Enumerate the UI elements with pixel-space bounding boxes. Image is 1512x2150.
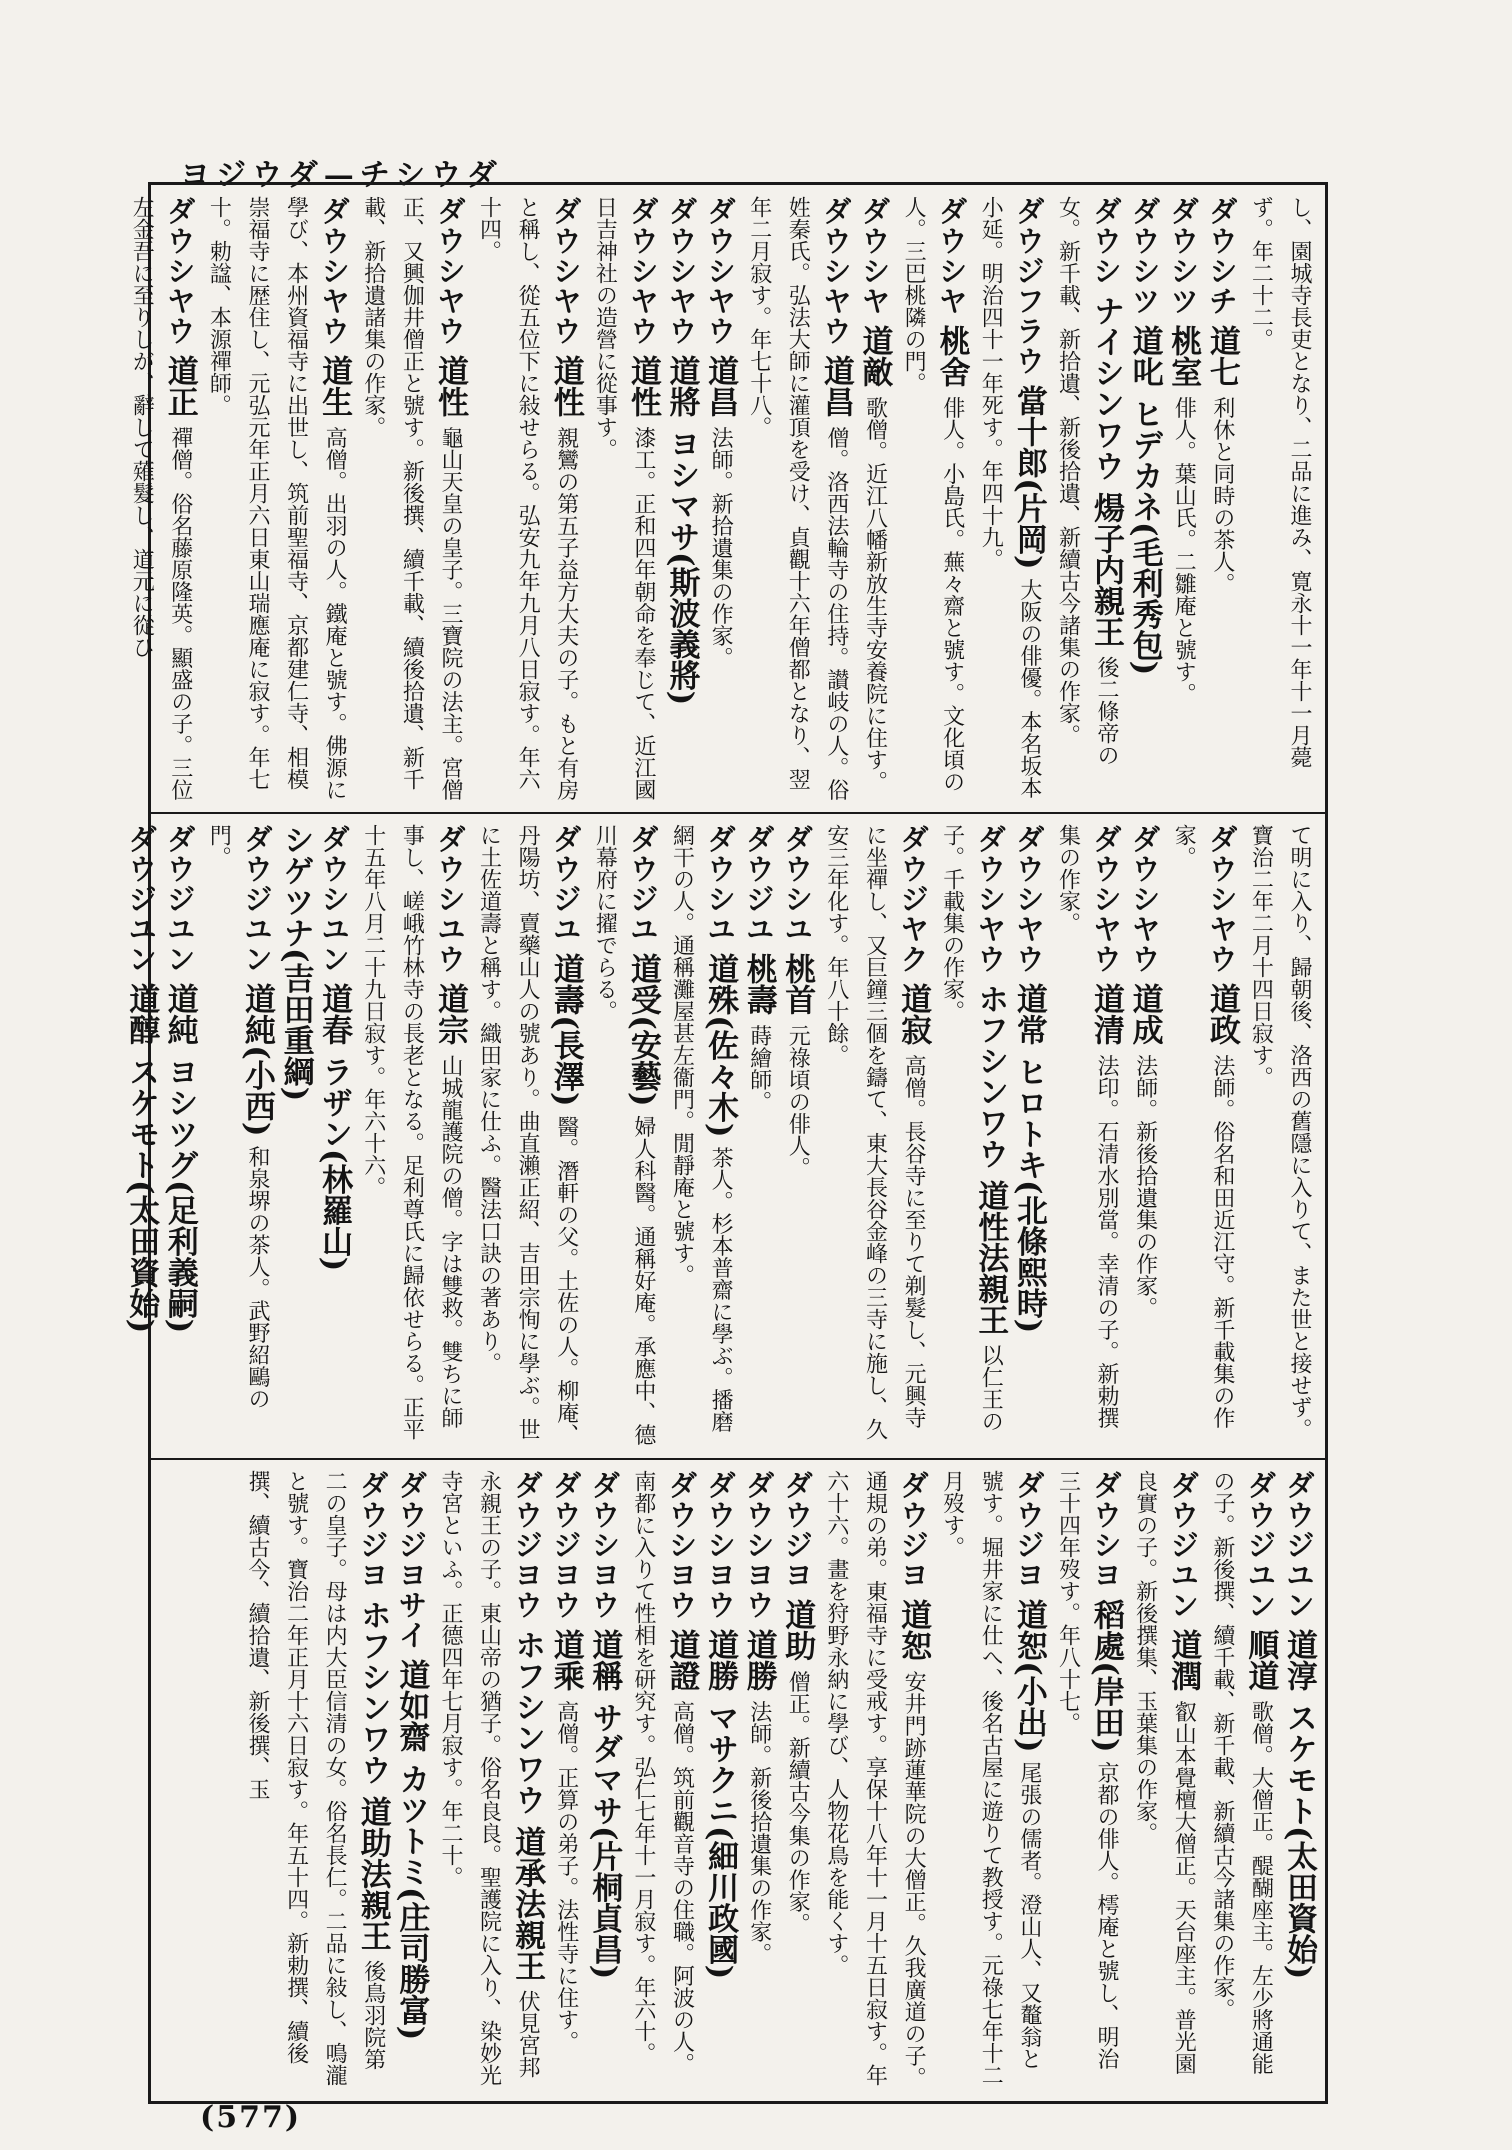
entry-definition: 大阪の俳優。本名坂本小延。明治四十一年死す。年四十九。 — [978, 196, 1042, 799]
entry-reading: ダウシユ — [780, 824, 815, 944]
page-number: (577) — [200, 2100, 302, 2135]
entry-headword: 道生 — [316, 355, 353, 418]
entry-headword: 道昌 — [817, 355, 854, 418]
dictionary-entry — [199, 824, 276, 1448]
entry-definition: 山城龍護院の僧。字は雙救。雙ちに師事し、嵯峨竹林寺の長老となる。足利尊氏に歸依せらる。正平十五年八月二十九日寂す。年六十六。 — [360, 824, 463, 1440]
entry-reading: ダウジユ — [741, 824, 776, 944]
entry-reading: ダウシヤウ — [1204, 824, 1239, 974]
dictionary-entry — [1241, 824, 1318, 1448]
dictionary-entry — [816, 1470, 932, 2090]
entry-headword: シゲツナ(吉田重綱) — [277, 824, 314, 1102]
entry-reading: ダウジユ — [548, 824, 583, 944]
entry-reading: ダウシヤウ — [548, 196, 583, 346]
dictionary-entry — [816, 824, 932, 1448]
dictionary-entry — [1202, 196, 1241, 802]
dictionary-entry — [1009, 824, 1048, 1448]
entry-reading: ダウジユ — [625, 824, 660, 944]
dictionary-section-middle — [123, 824, 1318, 1448]
dictionary-entry — [778, 1470, 817, 2090]
running-head: ダウシチ—ダウジヨ — [180, 158, 503, 193]
entry-definition: 高僧。正算の弟子。法性寺に住す。 — [553, 1700, 579, 2053]
entry-reading: ダウシヤウ — [973, 824, 1008, 974]
entry-headword: ホフシンワウ 道承法親王 — [509, 1629, 546, 1982]
entry-headword: 道性 — [431, 355, 468, 418]
dictionary-entry — [469, 196, 585, 802]
entry-headword: 道敵 — [856, 325, 893, 388]
entry-reading: ダウシヤ — [934, 196, 969, 316]
entry-headword: 道宗 — [431, 983, 468, 1046]
entry-definition: 法師。新後拾遺集の作家。 — [746, 1700, 772, 1965]
entry-reading: ダウシヤウ — [818, 196, 853, 346]
entry-definition: 醫。潛軒の父。土佐の人。柳庵、丹陽坊、賣藥山人の號あり。曲直瀨正紹、吉田宗恂に學ぶ。世に土佐道壽と稱す。織田家に仕ふ。醫法口訣の著あり。 — [476, 824, 579, 1446]
entry-definition: 和泉堺の茶人。武野紹鷗の門。 — [206, 824, 270, 1410]
dictionary-entry — [469, 824, 585, 1448]
dictionary-entry — [701, 196, 740, 802]
entry-headword: 桃首 — [779, 953, 816, 1016]
entry-reading: ダウシヤウ — [317, 196, 352, 346]
entry-definition: 京都の俳人。樗庵と號し、明治三十四年歿す。年八十七。 — [1055, 1470, 1120, 2070]
entry-reading: ダウシヤウ — [625, 196, 660, 346]
entry-reading: ダウシユ — [703, 824, 738, 944]
entry-reading: ダウジヨ — [1011, 1470, 1046, 1590]
entry-headword: 道乘 — [547, 1629, 584, 1692]
entry-reading: ダウシヤウ — [664, 196, 699, 346]
dictionary-entry — [932, 824, 1009, 1448]
entry-reading: ダウシヨウ — [587, 1470, 622, 1620]
entry-reading: ダウジヨウ — [510, 1470, 545, 1620]
entry-headword: 桃壽 — [740, 953, 777, 1016]
dictionary-entry — [315, 824, 354, 1448]
dictionary-entry — [199, 196, 353, 802]
entry-headword: ホフシンワウ 道助法親王 — [354, 1599, 391, 1952]
dictionary-entry — [701, 1470, 740, 2090]
dictionary-entry — [932, 1470, 1048, 2090]
entry-reading: ダウジユン — [1282, 1470, 1316, 1620]
entry-reading: ダウシツ — [1127, 196, 1162, 316]
entry-headword: 當十郎(片岡) — [1010, 385, 1047, 570]
entry-reading: ダウジユン — [239, 824, 274, 974]
entry-definition: 利休と同時の茶人。 — [1209, 396, 1235, 595]
entry-definition: 漆工。正和四年朝命を奉じて、近江國日吉神社の造營に從事す。 — [592, 196, 656, 801]
dictionary-entry — [160, 824, 199, 1448]
entry-definition: 尾張の儒者。澄山人、又鼇翁と號す。堀井家に仕へ、後名古屋に遊りて教授す。元祿七年十二月歿す。 — [939, 1470, 1042, 2086]
entry-definition: 高僧。長谷寺に至りて剃髮し、元興寺に坐禪し、又巨鐘三個を鑄て、東大長谷金峰の三寺に施し、久安三年化す。年八十餘。 — [823, 824, 927, 1440]
dictionary-section-top — [129, 196, 1318, 802]
dictionary-entry — [1048, 824, 1125, 1448]
entry-reading: ダウシヨウ — [703, 1470, 738, 1620]
dictionary-entry — [276, 824, 315, 1448]
entry-headword: 順道 — [1242, 1629, 1279, 1692]
entry-reading: ダウジユン — [162, 824, 197, 974]
dictionary-entry — [122, 824, 161, 1448]
entry-definition: 叡山本覺檀大僧正。天台座主。普光園良實の子。新後撰集、玉葉集の作家。 — [1132, 1470, 1197, 2075]
entry-reading: ダウジヤク — [896, 824, 931, 974]
entry-headword: 道春 ラザン(林羅山) — [316, 983, 353, 1272]
dictionary-entry — [392, 1470, 431, 2090]
dictionary-entry — [237, 1470, 391, 2090]
entry-definition: て明に入り、歸朝後、洛西の舊隱に入りて、また世と接せず。寶治二年二月十四日寂す。 — [1248, 824, 1312, 1440]
entry-headword: 道恕 — [895, 1599, 932, 1662]
entry-reading: ダウシヤウ — [432, 196, 467, 346]
entry-headword: 道昌 — [702, 355, 739, 418]
entry-headword: 道叱 ヒデカネ(毛利秀包) — [1126, 325, 1163, 676]
dictionary-entry — [971, 196, 1048, 802]
dictionary-entry — [1202, 1470, 1279, 2090]
entry-definition: 禪僧。俗名藤原隆英。顯盛の子。三位左金吾に至りしが、辭して薙髮し、道元に從ひ — [129, 196, 193, 801]
entry-reading: ダウシヤ — [857, 196, 892, 316]
entry-reading: ダウジユン — [1166, 1470, 1201, 1620]
dictionary-entry — [1125, 196, 1164, 802]
dictionary-entry — [778, 824, 817, 1448]
entry-headword: 道壽(長澤) — [547, 953, 584, 1107]
entry-headword: 桃舍 — [933, 325, 970, 388]
section-divider-2 — [148, 1458, 1328, 1460]
entry-definition: 歌僧。近江八幡新放生寺安養院に住す。 — [862, 396, 888, 793]
entry-reading: ダウシヨ — [1089, 1470, 1124, 1590]
entry-headword: 道稱 サダマサ(片桐貞昌) — [586, 1629, 623, 1980]
dictionary-entry — [662, 196, 701, 802]
section-divider-1 — [148, 812, 1328, 814]
dictionary-entry — [585, 196, 662, 802]
dictionary-entry — [1164, 196, 1203, 802]
entry-definition: 元祿頃の俳人。 — [785, 1024, 811, 1179]
entry-definition: し、園城寺長吏となり、二品に進み、寛永十一年十一月薨ず。年二十二。 — [1248, 196, 1312, 768]
entry-reading: ダウシヤウ — [1089, 824, 1124, 974]
entry-reading: ダウジヨ — [896, 1470, 931, 1590]
entry-reading: ダウシヤウ — [1011, 824, 1046, 974]
entry-headword: 桃室 — [1165, 325, 1202, 388]
entry-reading: ダウシヨウ — [664, 1470, 699, 1620]
entry-definition: 後二條帝の女。新千載、新拾遺、新後拾遺、新續古今諸集の作家。 — [1055, 196, 1120, 767]
entry-reading: ダウシヨウ — [741, 1470, 776, 1620]
dictionary-entry — [623, 1470, 700, 2090]
entry-definition: 婦人科醫。通稱好庵。承應中、德川幕府に擢でらる。 — [592, 824, 656, 1446]
entry-definition: 蒔繪師。 — [746, 1024, 772, 1113]
dictionary-entry — [1125, 1470, 1202, 2090]
dictionary-entry — [585, 1470, 624, 2090]
entry-headword: 道證 — [663, 1629, 700, 1692]
entry-headword: 道七 — [1203, 325, 1240, 388]
entry-definition: 高僧。出羽の人。鐵庵と號す。佛源に學び、本州資福寺に出世し、筑前聖福寺、京都建仁寺、相模崇福寺に歴住し、元弘元年正月六日東山瑞應庵に寂す。年七十。勅諡、本源禪師。 — [206, 196, 348, 801]
dictionary-entry — [546, 1470, 585, 2090]
entry-headword: 道寂 — [895, 983, 932, 1046]
entry-headword: 道純 ヨシツグ(足利義嗣) — [161, 983, 198, 1334]
entry-definition: 法師。新後拾遺集の作家。 — [1132, 1054, 1158, 1319]
entry-headword: 道受(安藝) — [624, 953, 661, 1107]
entry-reading: ダウジフラウ — [1011, 196, 1046, 376]
dictionary-entry — [1048, 196, 1125, 802]
dictionary-entry — [1125, 824, 1164, 1448]
dictionary-entry — [662, 824, 739, 1448]
entry-reading: ダウジヨウ — [548, 1470, 583, 1620]
entry-definition: 伏見宮邦永親王の子。東山帝の猶子。俗名良良。聖護院に入り、染妙光寺宮といふ。正德四年七月寂す。年二十。 — [437, 1470, 541, 2086]
entry-definition: 安井門跡蓮華院の大僧正。久我廣道の子。通規の弟。東福寺に受戒す。享保十八年十一月十五日寂す。年六十六。畫を狩野永納に學び、人物花鳥を能くす。 — [823, 1470, 927, 2089]
entry-headword: 道恕(小出) — [1010, 1599, 1047, 1753]
entry-definition: 歌僧。大僧正。醍醐座主。左少將通能の子。新後撰、續千載、新千載、新續古今諸集の作家。 — [1209, 1470, 1274, 2075]
entry-reading: ダウシツ — [1166, 196, 1201, 316]
entry-definition: 龜山天皇の皇子。三寶院の法主。宮僧正、又興伽井僧正と號す。新後撰、續千載、續後拾遺、新千載、新拾遺諸集の作家。 — [360, 196, 463, 801]
entry-headword: ナイシンワウ 煬子内親王 — [1088, 295, 1125, 648]
entry-headword: 道殊(佐々木) — [702, 953, 739, 1138]
entry-reading: ダウシ — [1089, 196, 1124, 286]
dictionary-entry — [353, 196, 469, 802]
entry-definition: 後鳥羽院第二の皇子。母は内大臣信清の女。俗名長仁。二品に敍し、鳴瀧と號す。寶治二年正月十六日寂す。年五十四。新勅撰、續後撰、續古今、續拾遺、新後撰、玉 — [244, 1470, 386, 2086]
entry-reading: ダウジヨサイ — [394, 1470, 429, 1650]
entry-headword: 道成 — [1126, 983, 1163, 1046]
entry-definition: 俳人。葉山氏。二雛庵と號す。 — [1171, 396, 1197, 705]
entry-reading: ダウシチ — [1204, 196, 1239, 316]
entry-headword: 道性 — [547, 355, 584, 418]
entry-headword: 道正 — [161, 355, 198, 418]
entry-reading: ダウジユン — [124, 824, 159, 974]
dictionary-entry — [122, 196, 199, 802]
entry-headword: ホフシンワウ 道性法親王 — [972, 983, 1009, 1336]
dictionary-entry — [1164, 824, 1241, 1448]
entry-headword: 道醇 スケモト(太田資始) — [123, 983, 160, 1334]
entry-headword: 道性 — [624, 355, 661, 418]
dictionary-entry — [585, 824, 662, 1448]
entry-definition: 法師。俗名和田近江守。新千載集の作家。 — [1171, 824, 1235, 1429]
entry-definition: 俳人。小島氏。蕪々齋と號す。文化頃の人。三巴桃隣の門。 — [901, 196, 965, 793]
entry-headword: 道淳 スケモト(太田資始) — [1281, 1629, 1317, 1980]
entry-reading: ダウシユン — [317, 824, 352, 974]
dictionary-entry — [739, 824, 778, 1448]
entry-reading: ダウシユウ — [432, 824, 467, 974]
dictionary-entry — [739, 1470, 778, 2090]
dictionary-entry — [1279, 1470, 1318, 2090]
dictionary-entry — [430, 1470, 546, 2090]
entry-headword: 道常 ヒロトキ(北條熙時) — [1010, 983, 1047, 1334]
entry-headword: 道助 — [779, 1599, 816, 1662]
entry-headword: 稻處(岸田) — [1088, 1599, 1125, 1753]
dictionary-entry — [1241, 196, 1318, 802]
dictionary-entry — [855, 196, 894, 802]
entry-definition: 法師。新拾遺集の作家。 — [708, 426, 734, 669]
entry-definition: 法印。石清水別當。幸清の子。新勅撰集の作家。 — [1055, 824, 1120, 1429]
entry-definition: 僧。洛西法輪寺の住持。讃岐の人。俗姓秦氏。弘法大師に灌頂を受け、貞觀十六年僧都となり、翌年二月寂す。年七十八。 — [746, 196, 849, 801]
entry-definition: 以仁王の子。千載集の作家。 — [939, 824, 1004, 1433]
entry-reading: ダウシヤウ — [162, 196, 197, 346]
dictionary-entry — [739, 196, 855, 802]
dictionary-section-bottom — [158, 1470, 1318, 2090]
entry-headword: 道潤 — [1165, 1629, 1202, 1692]
entry-headword: 道勝 — [740, 1629, 777, 1692]
entry-reading: ダウシヤウ — [1127, 824, 1162, 974]
entry-headword: 道將 ヨシマサ(斯波義將) — [663, 355, 700, 706]
entry-definition: 僧正。新續古今集の作家。 — [785, 1670, 811, 1935]
entry-headword: 道如齋 カツトミ(庄司勝富) — [393, 1659, 430, 2041]
entry-reading: ダウジヨ — [780, 1470, 815, 1590]
entry-headword: 道清 — [1088, 983, 1125, 1046]
entry-reading: ダウジヨ — [355, 1470, 390, 1590]
entry-reading: ダウシヤウ — [703, 196, 738, 346]
entry-definition: 高僧。筑前觀音寺の住職。阿波の人。南都に入りて性相を研究す。弘仁七年十一月寂す。年六十。 — [630, 1470, 695, 2075]
dictionary-entry — [353, 824, 469, 1448]
entry-reading: ダウジユン — [1243, 1470, 1278, 1620]
entry-headword: 道勝 マサクニ(細川政國) — [702, 1629, 739, 1980]
entry-headword: 道純(小西) — [238, 983, 275, 1137]
dictionary-entry — [1048, 1470, 1125, 2090]
dictionary-entry — [893, 196, 970, 802]
entry-headword: 道政 — [1203, 983, 1240, 1046]
entry-definition: 茶人。杉本普齋に學ぶ。播磨網干の人。通稱灘屋甚左衞門。閒靜庵と號す。 — [669, 824, 734, 1433]
entry-definition: 親鸞の第五子益方大夫の子。もと有房と稱し、從五位下に敍せらる。弘安九年九月八日寂す。年六十四。 — [476, 196, 579, 801]
